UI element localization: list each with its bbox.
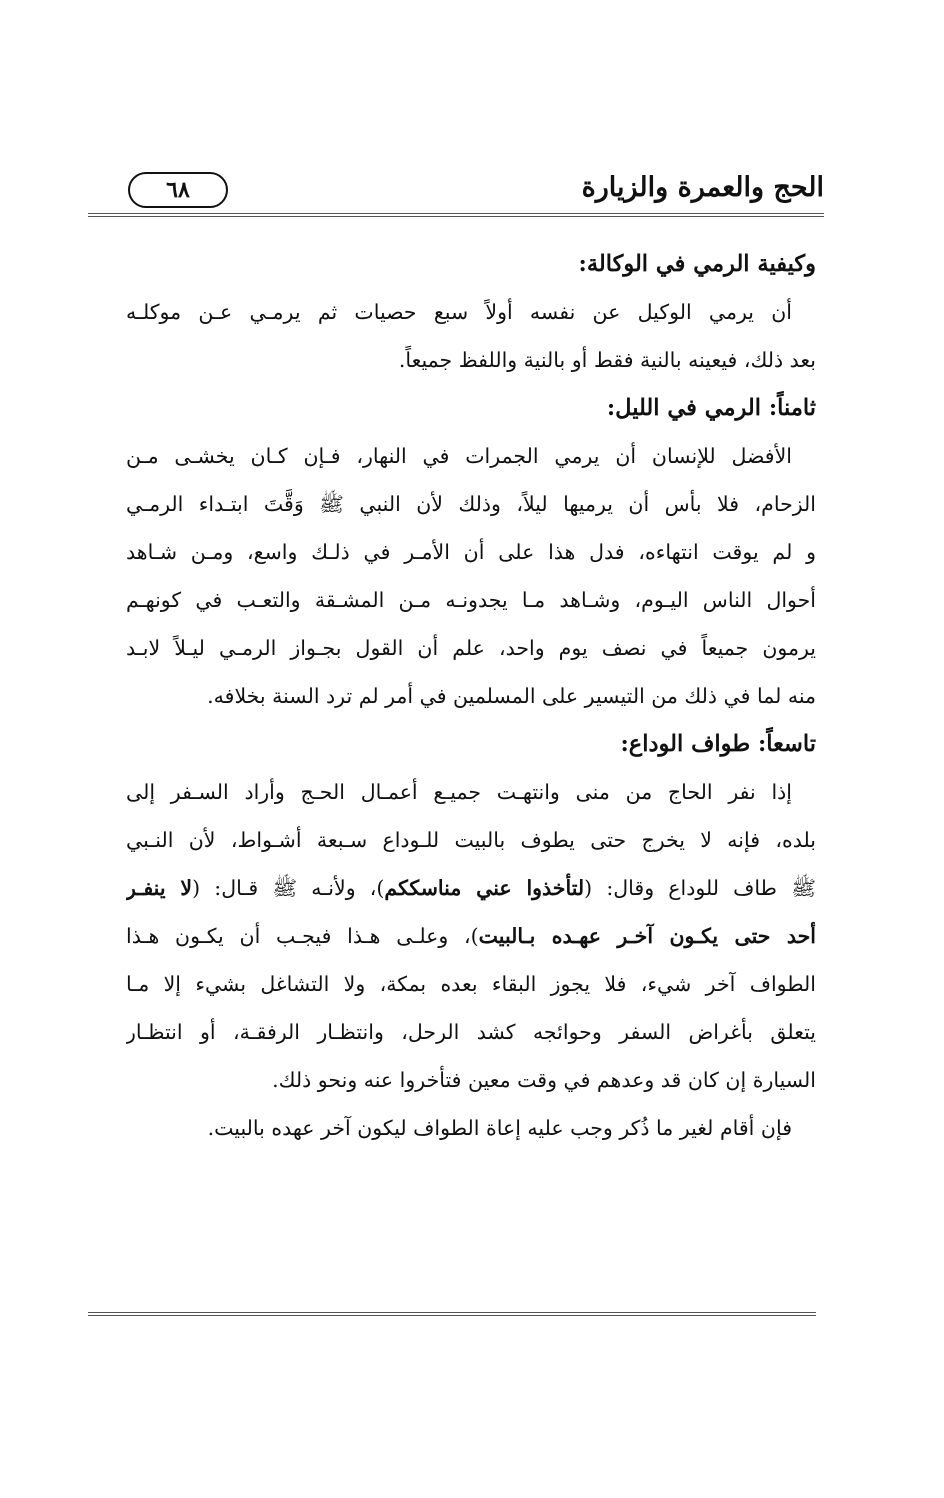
section-heading-proxy-throwing: وكيفية الرمي في الوكالة: xyxy=(578,251,816,277)
paragraph-line-with-hadith xyxy=(126,912,816,960)
text-segment: ﷺ طاف للوداع وقال: ( xyxy=(584,876,816,900)
paragraph-line: يتعلق بأغراض السفر وحوائجه كشد الرحل، وانتظـار الرفقـة، أو انتظـار xyxy=(126,1020,816,1044)
page-body xyxy=(126,240,816,1152)
paragraph-line: و لم يوقت انتهاءه، فدل هذا على أن الأمـر في ذلـك واسع، ومـن شـاهد xyxy=(126,540,816,564)
paragraph-line: بعد ذلك، فيعينه بالنية فقط أو بالنية واللفظ جميعاً. xyxy=(398,348,816,372)
paragraph-line: أن يرمي الوكيل عن نفسه أولاً سبع حصيات ثم يرمـي عـن موكلـه xyxy=(126,300,792,324)
paragraph-line: فإن أقام لغير ما ذُكر وجب عليه إعاة الطواف ليكون آخر عهده بالبيت. xyxy=(207,1116,792,1140)
text-segment: )، وعلـى هـذا فيجـب أن يكـون هـذا xyxy=(126,924,479,948)
hadith-quote: لتأخذوا عني مناسككم xyxy=(384,876,585,900)
paragraph-line: منه لما في ذلك من التيسير على المسلمين في أمر لم ترد السنة بخلافه. xyxy=(207,684,816,708)
paragraph-line-with-hadith xyxy=(126,864,816,912)
paragraph-line: الزحام، فلا بأس أن يرميها ليلاً، وذلك لأن النبي ﷺ وَقَّتَ ابتـداء الرمـي xyxy=(126,492,816,516)
paragraph-line: يرمون جميعاً في نصف يوم واحد، علم أن القول بجـواز الرمـي ليـلاً لابـد xyxy=(126,636,816,660)
text-segment: )، ولأنـه ﷺ قـال: ( xyxy=(192,876,385,900)
page-number-badge: ٦٨ xyxy=(128,172,228,208)
header-rule xyxy=(88,213,824,217)
running-title: الحج والعمرة والزيارة xyxy=(581,172,824,203)
section-heading-night-throwing: ثامناً: الرمي في الليل: xyxy=(606,395,816,421)
paragraph-line: السيارة إن كان قد وعدهم في وقت معين فتأخروا عنه ونحو ذلك. xyxy=(272,1068,816,1092)
paragraph-line: الطواف آخر شيء، فلا يجوز البقاء بعده بمكة، ولا التشاغل بشيء إلا مـا xyxy=(126,972,816,996)
paragraph-line: أحوال الناس اليـوم، وشـاهد مـا يجدونـه مـن المشـقة والتعـب في كونهـم xyxy=(126,588,816,612)
footer-rule xyxy=(88,1312,816,1316)
paragraph-line: إذا نفر الحاج من منى وانتهـت جميـع أعمـال الحـج وأراد السـفر إلى xyxy=(126,780,792,804)
paragraph-line: بلده، فإنه لا يخرج حتى يطوف بالبيت للـوداع سـبعة أشـواط، لأن النـبي xyxy=(126,828,816,852)
hadith-quote: لا ينفـر xyxy=(126,876,193,900)
hadith-quote: أحد حتى يكـون آخـر عهـده بـالبيت xyxy=(478,924,816,948)
section-heading-farewell-tawaf: تاسعاً: طواف الوداع: xyxy=(620,731,816,757)
paragraph-line: الأفضل للإنسان أن يرمي الجمرات في النهار، فـإن كـان يخشـى مـن xyxy=(126,444,792,468)
